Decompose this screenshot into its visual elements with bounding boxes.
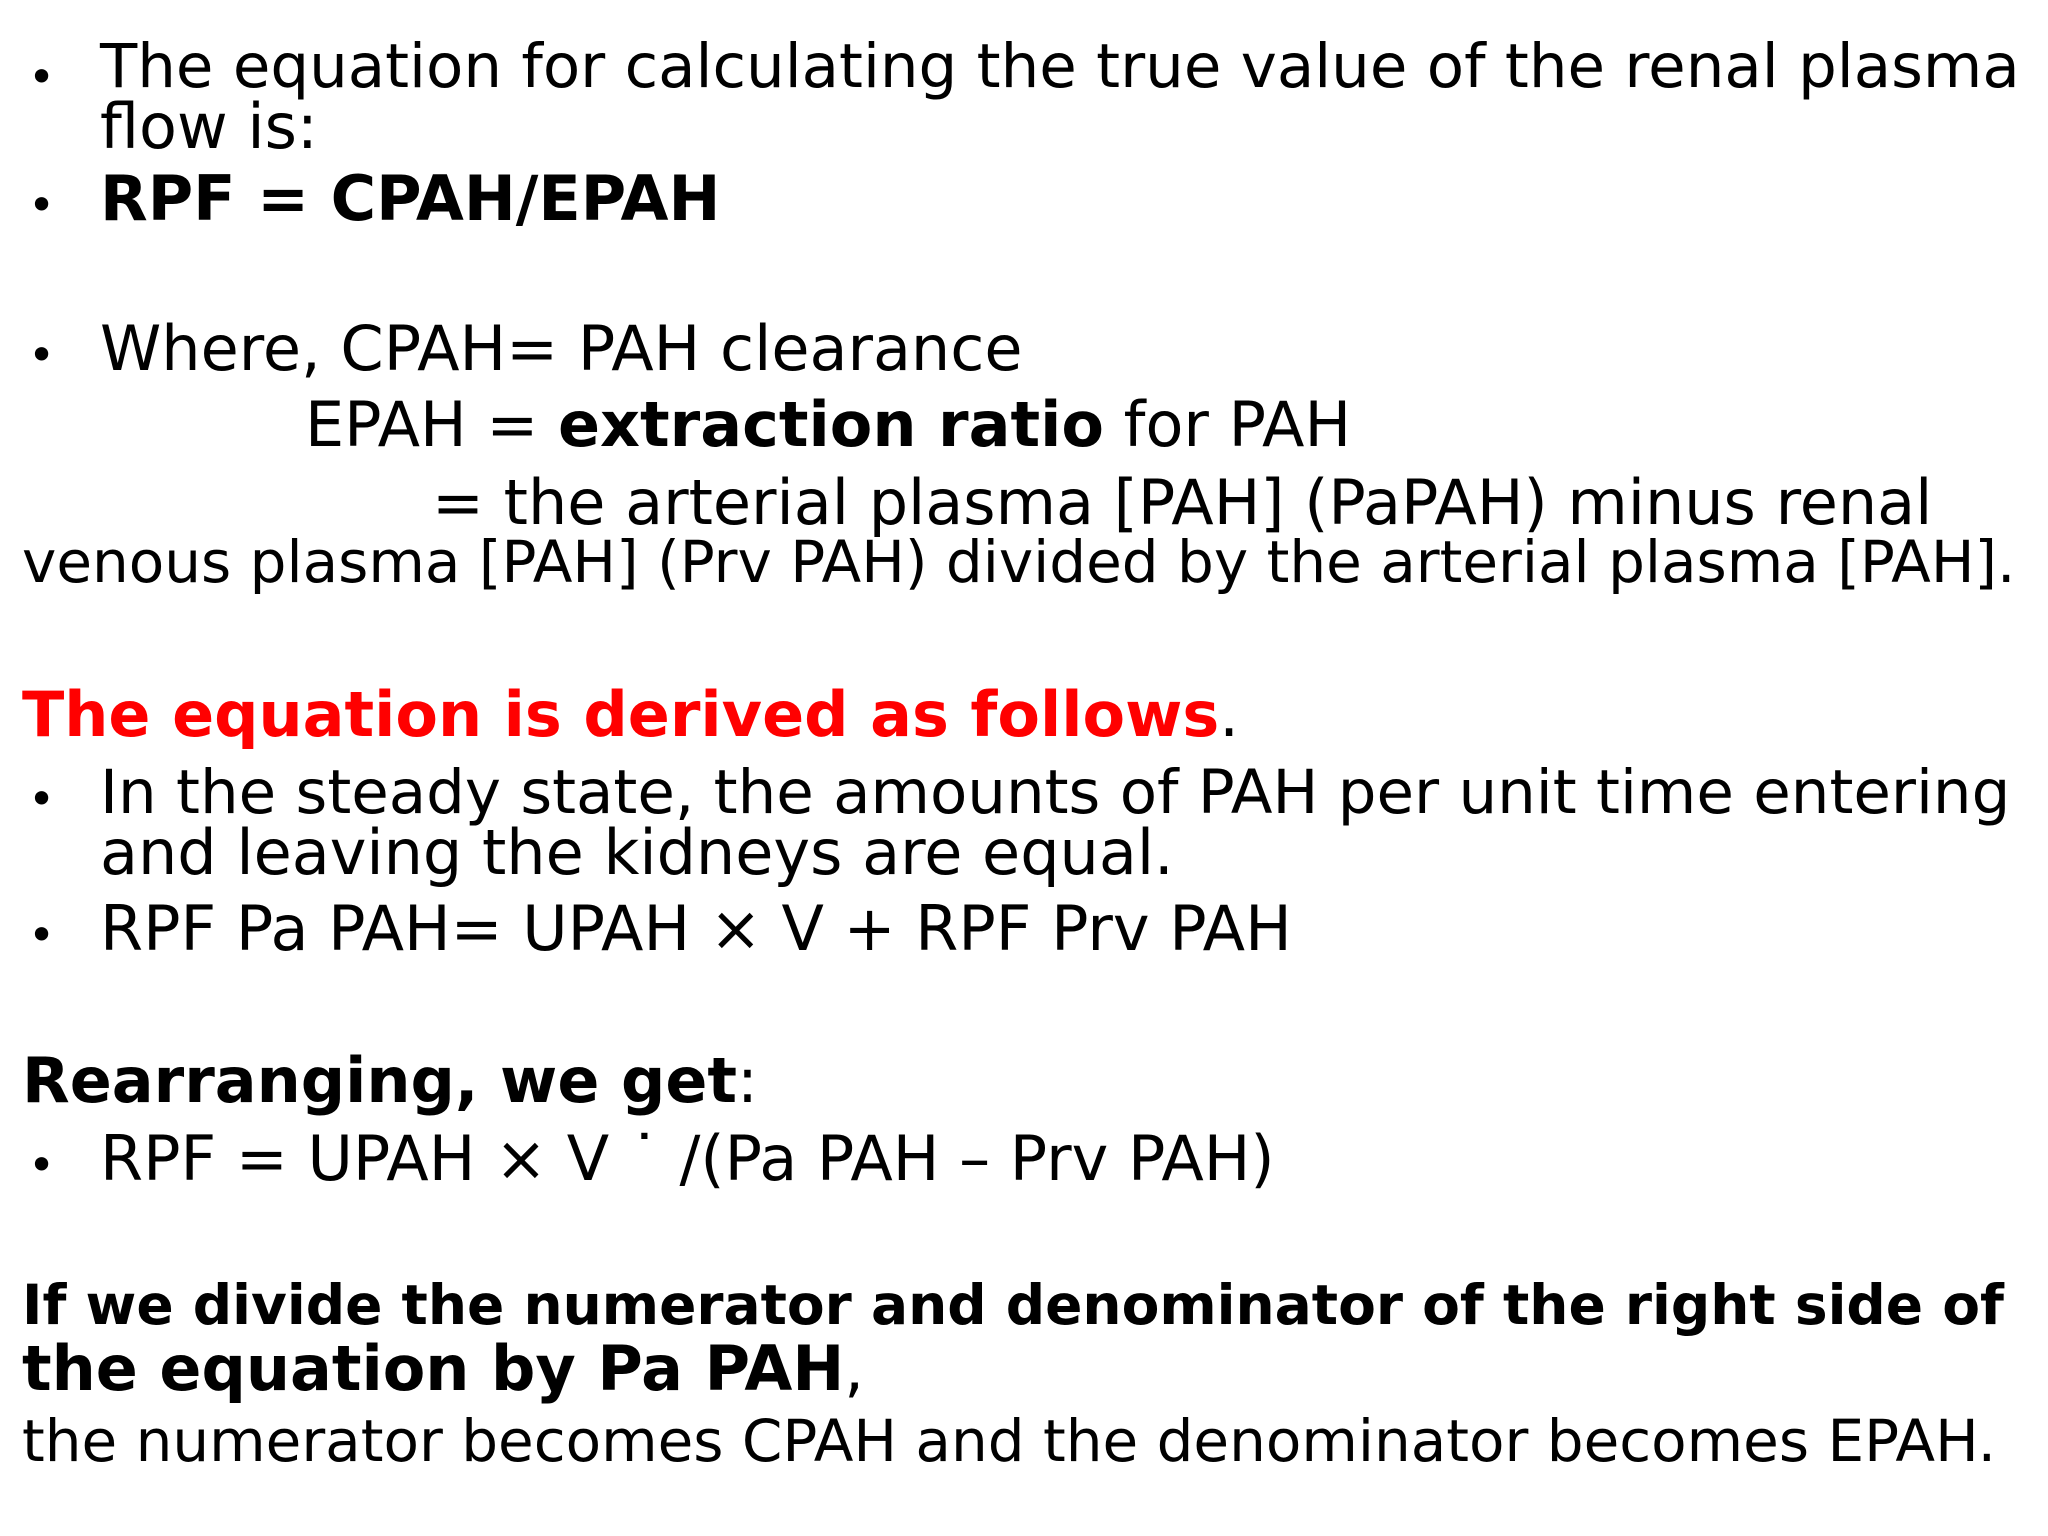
derivation-heading-period: . [1219, 678, 1240, 751]
derivation-heading-text: The equation is derived as follows [22, 678, 1220, 751]
conclusion-line-2 [22, 1332, 864, 1405]
bullet-marker: • [28, 908, 56, 962]
conclusion-line-3: the numerator becomes CPAH and the denominator becomes EPAH. [22, 1407, 1997, 1475]
intro-line-1: The equation for calculating the true value of the renal plasma [100, 31, 2020, 102]
epah-definition [305, 388, 1352, 461]
rearranging-colon: : [737, 1044, 758, 1117]
intro-line-2: flow is: [100, 90, 318, 163]
bullet-marker: • [28, 178, 56, 232]
bullet-marker: • [28, 772, 56, 826]
extraction-ratio-term: extraction ratio [558, 388, 1104, 461]
rearranging-heading-text: Rearranging, we get [22, 1044, 738, 1117]
steady-state-line-1: In the steady state, the amounts of PAH per unit time entering [100, 757, 2011, 828]
derivation-heading [22, 678, 1240, 751]
epah-prefix: EPAH = [305, 388, 558, 461]
epah-suffix: for PAH [1103, 388, 1352, 461]
conclusion-line-2-comma: , [844, 1332, 864, 1405]
where-line: Where, CPAH= PAH clearance [100, 312, 1023, 385]
epah-def-line-1: = the arterial plasma [PAH] (PaPAH) minus renal [432, 466, 1933, 539]
bullet-marker: • [28, 50, 56, 104]
bullet-marker: • [28, 328, 56, 382]
epah-def-line-2: venous plasma [PAH] (Prv PAH) divided by the arterial plasma [PAH]. [22, 528, 2016, 596]
conclusion-line-2-text: the equation by Pa PAH [22, 1332, 845, 1405]
conclusion-line-1: If we divide the numerator and denominator of the right side of [22, 1273, 2004, 1337]
formula-rpf: RPF = CPAH/EPAH [100, 162, 721, 235]
bullet-marker: • [28, 1138, 56, 1192]
rearranged-equation: RPF = UPAH × V ˙ /(Pa PAH – Prv PAH) [100, 1122, 1275, 1195]
balance-equation: RPF Pa PAH= UPAH × V + RPF Prv PAH [100, 892, 1292, 965]
rearranging-heading [22, 1044, 758, 1117]
steady-state-line-2: and leaving the kidneys are equal. [100, 816, 1174, 889]
